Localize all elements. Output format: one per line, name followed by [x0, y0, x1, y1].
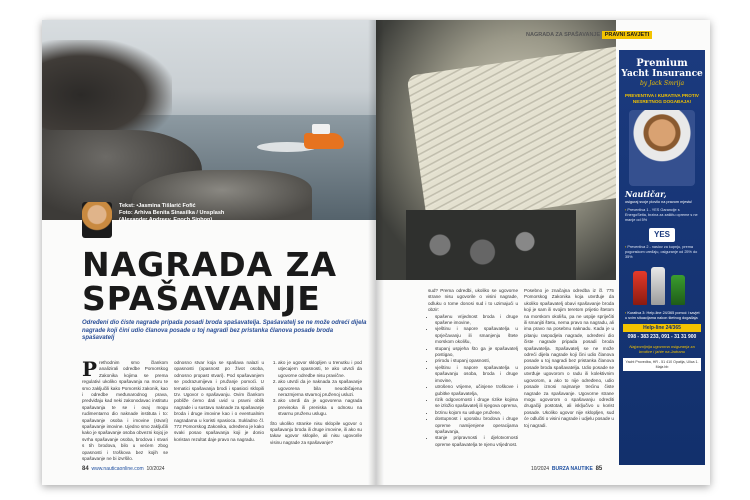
list-item: • stanje pripravnosti i djelotvornosti opreme spašavatelja te njenu vrijednost. [435, 435, 518, 448]
author-avatar [82, 202, 112, 238]
arrow-icon: › [625, 245, 627, 249]
footer-brand: BURZA NAUTIKE [551, 466, 593, 472]
left-footer [82, 466, 165, 472]
list-item: 2. ako utvrdi da je naknada za spašavanje ugovorena bila neuobičajena nerazmjerna stvarnoj pruženoj usluzi. [278, 379, 362, 398]
right-footer [531, 466, 602, 472]
right-page [376, 20, 710, 485]
credits-photo: Foto: Arhiva Benita Sinasilka / Unsplash [119, 210, 225, 216]
remuneration-criteria-list [428, 314, 518, 449]
list-item: 1. ako je ugovor sklopljen u trenutku i pod utjecajem opasnosti, te ako utvrdi da ugovorne odredbe nisu pravične. [278, 360, 362, 379]
drop-cap: P [82, 357, 98, 381]
ad-line-2 [625, 245, 701, 260]
list-item: 3. ako utvrdi da je ugovorena nagrada previsoka ili preniska u odnosu na stvarnu pruženu uslugu. [278, 398, 362, 417]
right-column-1 [428, 288, 518, 448]
list-item: • vještinu i napore spašavatelja u sprječavanju ili smanjenju štete morskom okolišu, [435, 326, 518, 345]
ad-headline-name: Nautičar, [625, 189, 667, 199]
right-page-number: 85 [595, 466, 603, 472]
body-column-3 [270, 360, 362, 446]
ad-person-photo [629, 110, 695, 186]
section-title: NAGRADA ZA SPAŠAVANJE [526, 32, 601, 38]
arrow-icon: › [625, 208, 627, 212]
product-bottle-icon [633, 271, 647, 305]
product-bottle-icon [671, 275, 685, 305]
body-column-2-text: odnosno stvar koja se spašava nalazi u opasnosti (opasnost po život osoba, odnosno propast stvari). Pod spašavanjem se podrazumijeva i pružanje pomoći. U tematici spašavanja brodi i spasioci sklopili tzv. Ugovor o spašavanju. Ovim člankom pobliže ćemo dati uvid u pravni oblik nagrade i u sustavu naknade za spašavanje broda i druge imovine kao i o eventualnim nagradama u koristi spasioca. Sukladno čl. 772 Pomorskog Zakonika, određeno je kako svaki posao spašavanja koji je donio koristan rezultat daje pravo na nagradu. [174, 360, 264, 442]
ad-office: Yacht Provedba, HR - 51 410 Opatija, Ulica 1. Maja bb [623, 358, 701, 371]
rescue-boat-photo [42, 20, 376, 220]
right-column-2 [524, 288, 614, 429]
ad-contact [625, 311, 701, 321]
body-column-2 [174, 360, 264, 443]
ad-contact-text: Kurativa 3: Help-line 24/365 pomoć i savjet u svim situacijama nakon štetnog događaja [625, 311, 700, 320]
list-item: • stupanj uspjeha što ga je spašavatelj postigao, [435, 346, 518, 359]
ad-tagline: PREVENTIVA I KURATIVA PROTIV NESRETNOG DOGAĐAJA! [625, 93, 699, 104]
body-column-3-tail: Što ukoliko stranke nisu sklopile ugovor o spašavanju broda ili druge imovine, ili ako su takav ugovor sklopile, ali nisu ugovorile visinu nagrade za spašavanje? [270, 420, 362, 445]
money-photo [376, 20, 616, 280]
magazine-spread [42, 20, 710, 485]
right-column-1-intro: sud? Prema odredbi, ukoliko se ugovorne strane nisu ugovorile o visini nagrade, odluku o tome donosi sud i to uzimajući u obzir: [428, 288, 518, 313]
credits-text: Tekst: •Jasmina Tišlarić Fofić [119, 203, 196, 209]
ad-line-2-text: Preventiva 2 - naslov za kupnju, prema pogonskom uređaju, osiguranje od 25% do 35% [625, 245, 698, 259]
body-column-1-text: rethodnim smo člankom analizirali odredbe Pomorskog Zakonika kojima se prema regulativi ukoliko spašavanja na moru te smo zaključili kako Pomorski zakonik, kao i odredbe međunarodnog prava, predviđaju kad neki zakonodavac institutu spašavanja te se i ovaj mogu rudimentarno dio naknade instituta i to: spašavanje osoba i imovine (stvari) spašavanje imovine. Ujedno smo zaključili kako je spašavanje osoba obvezni kojoj je svrha spašavanje osoba, brodova i stvari s tih brodova, bilo u većem zbog opasnosti i troškova bez kojih se spašavanje ne bi izvršilo. [82, 360, 168, 462]
ad-title-line2: Yacht Insurance [621, 69, 703, 79]
ad-title-line1: Premium [636, 58, 688, 69]
lead-paragraph: Određeni dio čiste nagrade pripada posadi broda spašavatelja. Spašavatelj se ne može odreći dijela nagrade koji čini udio članova posade u toj nagradi bez pristanka članova posade broda spašavatelj [82, 320, 367, 341]
ad-notice: Najpovoljnija ugovorna osiguranja za brodice i jahte na Jadranu [629, 344, 695, 354]
banknotes [407, 45, 616, 224]
headline-line1: NAGRADA ZA [82, 245, 338, 284]
footer-issue-right: 10/2024 [531, 466, 550, 472]
ad-phone-label: Help-line 24/365 [623, 324, 701, 332]
left-page [42, 20, 376, 485]
rescue-boat-cabin [312, 124, 330, 134]
footer-site: www.nauticaonline.com [91, 466, 144, 472]
body-column-1 [82, 357, 168, 463]
ad-phone-number[interactable]: 098 - 383 233, 091 - 31 31 900 [627, 334, 697, 340]
footer-issue-left: 10/2024 [146, 466, 165, 472]
credits-photo-sub: (Alexander Andreev, Enoch Sinhon) [119, 217, 213, 223]
ad-headline-sub: osiguraj svoje plovilo na pravom mjestu! [625, 200, 693, 204]
headline [82, 245, 372, 318]
list-item: • prirodu i stupanj opasnosti, [435, 358, 518, 364]
arrow-icon: › [625, 311, 627, 315]
coins [406, 210, 576, 280]
court-criteria-list [270, 360, 362, 418]
list-item: • spašenu vrijednost broda i druge spašene imovine, [435, 314, 518, 327]
ad-products [627, 265, 697, 305]
list-item: • utrošeno vrijeme, učinjene troškove i gubitke spašavatelja, [435, 384, 518, 397]
section-header [526, 32, 652, 38]
list-item: • dostupnost i uporabu brodova i druge opreme namijenjene operacijama spašavanja, [435, 416, 518, 435]
ad-line-1 [625, 208, 701, 223]
credits [119, 203, 359, 224]
ad-by-line: by Jack Smrija [639, 80, 685, 87]
rescue-boat [304, 133, 344, 149]
list-item: • brzinu kojom su usluge pružene, [435, 410, 518, 416]
list-item: • rizik odgovornosti i druge rizike kojima se izložio spašavatelj ili njegova oprema, [435, 397, 518, 410]
right-column-2-text: Posebno je značajna odredba iz čl. 775 Pomorskog Zakonika koja utvrđuje da ukoliko spašavatelj obavi spašavanje broda koji je sam ili svojim teretom prijetio štetom na morskom okolišu, pa ne uspije spriječiti ili smanjiti štetu, nema pravo na nagradu, ali ima pravo na posebnu naknadu. Kada je u pitanju raspodjela nagrade, određeni dio čiste nagrade pripada posadi broda spašavatelja. Spašavatelj se ne može odreći dijela nagrade koji čini udio članova posade u toj nagradi bez pristanka članova posade broda spašavatelja. Udio posade se utvrđuje ugovorom o radu ili kolektivnim ugovorom, a ako to nije određeno, udio posade iznosi najmanje trećinu čiste nagrade za spašavanje. Ugovorne strane mogu ugovorom o spašavanju odrediti drugačiji postotak, ali isključivo u korist posade. Ukoliko ugovor nije sklopljen, sud će odlučiti o visini nagrade i udjelu posade u toj nagradi. [524, 288, 614, 428]
insurance-ad[interactable] [619, 50, 705, 465]
ad-line-1-text: Preventiva 1 - YES Garancije s EnergoSetia, brzina za zaštitu opreme s ne manje od 5% [625, 208, 698, 222]
headline-line2: SPAŠAVANJE [82, 279, 321, 318]
left-page-number: 84 [82, 466, 89, 472]
section-category: PRAVNI SAVJETI [602, 31, 652, 39]
list-item: • vještinu i napore spašavatelja u spašavanju osoba, broda i druge imovine, [435, 365, 518, 384]
product-bottle-icon [651, 267, 665, 305]
yes-badge: YES [649, 228, 675, 242]
